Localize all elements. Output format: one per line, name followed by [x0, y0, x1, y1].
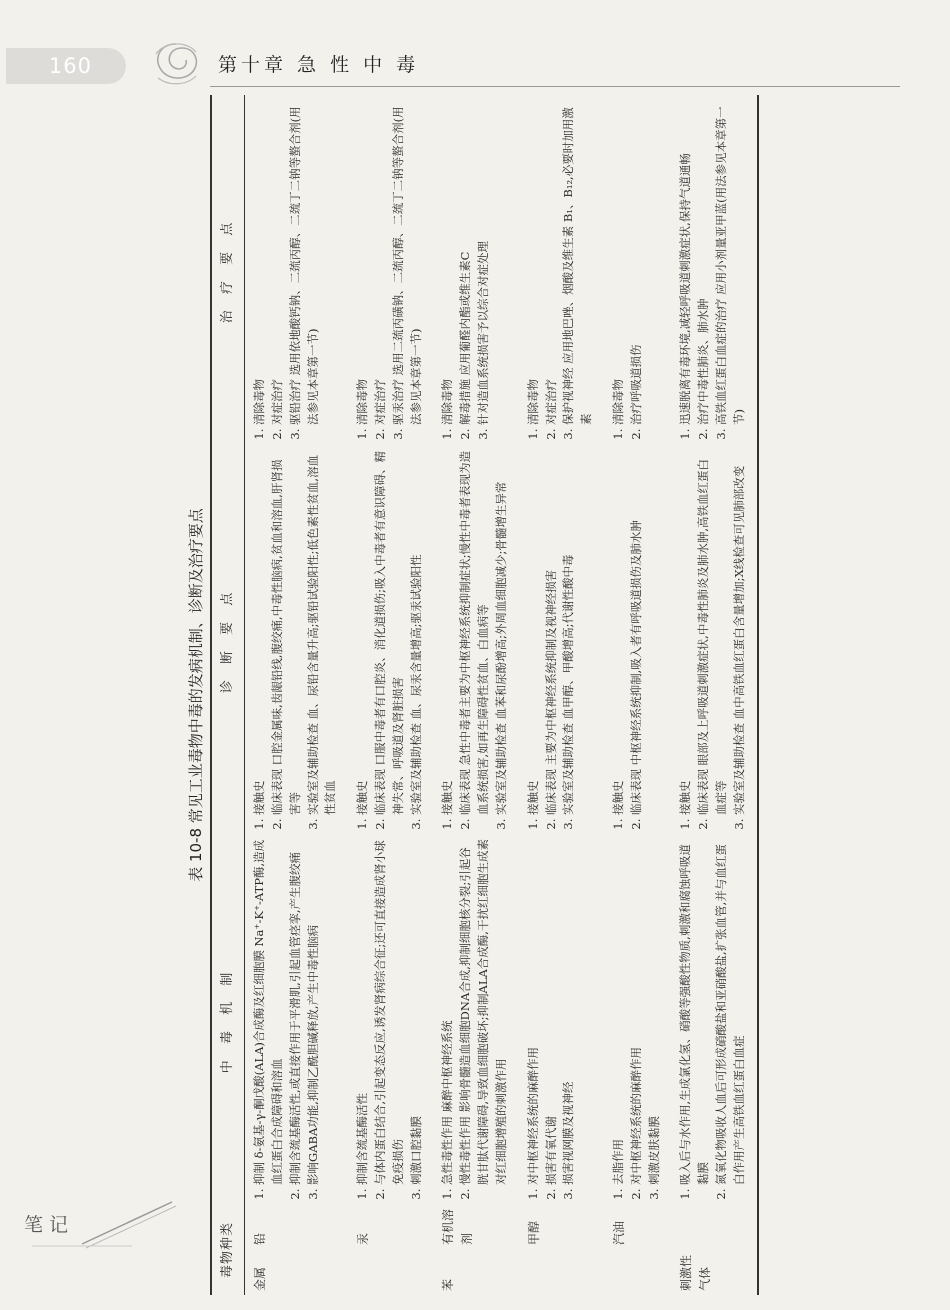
mechanism-item: 1. 对中枢神经系统的麻醉作用 — [525, 839, 543, 1185]
diagnosis-item: 1. 接触史 — [439, 449, 457, 815]
treatment-item: 2. 对症治疗 — [372, 99, 390, 425]
header-diagnosis: 诊 断 要 点 — [211, 445, 245, 835]
cell-treatment — [604, 95, 671, 445]
treatment-item: 3. 高铁血红蛋白血症的治疗 应用小剂量亚甲蓝(用法参见本章第一节) — [713, 99, 749, 425]
treatment-item: 3. 驱铅治疗 选用依地酸钙钠、二巯丙醇、二巯丁二钠等螯合剂(用法参见本章第一节) — [287, 99, 323, 425]
diagnosis-list — [354, 449, 425, 831]
cell-mechanism — [604, 835, 671, 1205]
diagnosis-item: 2. 临床表现 眼部及上呼吸道刺激症状,中毒性肺炎及肺水肿,高铁血红蛋白血症等 — [695, 449, 731, 815]
cell-mechanism — [671, 835, 757, 1205]
cell-treatment — [433, 95, 518, 445]
cell-diagnosis — [671, 445, 757, 835]
table-header-row — [211, 95, 245, 1295]
treatment-item: 1. 迅速脱离有毒环境,减轻呼吸道刺激症状,保持气道通畅 — [677, 99, 695, 425]
cell-mechanism — [245, 835, 349, 1205]
diagnosis-item: 1. 接触史 — [251, 449, 269, 815]
diagnosis-item: 3. 实验室及辅助检查 血、尿汞含量增高;驱汞试验阳性 — [408, 449, 426, 815]
mechanism-item: 2. 氮氧化物吸收人血后可形成硝酸盐和亚硝酸盐,扩张血管,并与血红蛋白作用产生高铁血红蛋白血症 — [713, 839, 749, 1185]
cell-diagnosis — [519, 445, 604, 835]
diagnosis-item: 1. 接触史 — [610, 449, 628, 815]
mechanism-item: 1. 吸入后与水作用,生成氯化氢、硝酸等强酸性物质,刺激和腐蚀呼吸道黏膜 — [677, 839, 713, 1185]
mechanism-item: 2. 慢性毒性作用 影响骨髓造血细胞DNA合成,抑制细胞核分裂;引起谷胱甘肽代谢障碍,导致血细胞破坏;抑制ALA合成酶,干扰红细胞生成素对红细胞增殖的刺激作用 — [457, 839, 510, 1185]
header-treatment: 治 疗 要 点 — [211, 95, 245, 445]
mechanism-list — [525, 839, 578, 1201]
mechanism-item: 2. 抑制含巯基酶活性,或直接作用于平滑肌,引起血管痉挛,产生腹绞痛 — [287, 839, 305, 1185]
cell-diagnosis — [348, 445, 433, 835]
mechanism-item: 3. 损害视网膜及视神经 — [560, 839, 578, 1185]
cell-toxin-name — [671, 1205, 757, 1249]
mechanism-item: 2. 对中枢神经系统的麻醉作用 — [628, 839, 646, 1185]
mechanism-item: 1. 抑制含巯基酶活性 — [354, 839, 372, 1185]
diagnosis-item: 2. 临床表现 口腔金属味,齿龈铅线,腹绞痛,中毒性脑病,贫血和溶血,肝肾损害等 — [269, 449, 305, 815]
diagnosis-item: 3. 实验室及辅助检查 血甲醇、甲酸增高;代谢性酸中毒 — [560, 449, 578, 815]
diagnosis-item: 2. 临床表现 中枢神经系统抑制,吸入者有呼吸道损伤及肺水肿 — [628, 449, 646, 815]
diagnosis-item: 2. 临床表现 主要为中枢神经系统抑制及视神经损害 — [543, 449, 561, 815]
diagnosis-list — [677, 449, 748, 831]
diagnosis-item: 2. 临床表现 口服中毒者有口腔炎、消化道损伤;吸入中毒者有意识障碍、精神失常、呼吸道及肾脏损害 — [372, 449, 408, 815]
treatment-item: 2. 治疗呼吸道损伤 — [628, 99, 646, 425]
cell-diagnosis — [245, 445, 349, 835]
cell-mechanism — [433, 835, 518, 1205]
table-row — [348, 95, 433, 1295]
chapter-swirl-icon — [150, 38, 202, 88]
table-row — [604, 95, 671, 1295]
table-container — [180, 95, 910, 1295]
treatment-item: 3. 保护视神经 应用地巴唑、烟酸及维生素 B₁、B₁₂,必要时加用激素 — [560, 99, 596, 425]
cell-mechanism — [348, 835, 433, 1205]
diagnosis-item: 3. 实验室及辅助检查 血、尿铅含量升高;驱铅试验阳性;低色素性贫血,溶血性贫血 — [305, 449, 341, 815]
cell-mechanism — [519, 835, 604, 1205]
cell-category: 金属 — [253, 1266, 268, 1291]
diagnosis-item: 1. 接触史 — [354, 449, 372, 815]
cell-treatment — [245, 95, 349, 445]
treatment-item: 2. 对症治疗 — [543, 99, 561, 425]
treatment-item: 1. 清除毒物 — [439, 99, 457, 425]
header-category: 毒物种类 — [211, 1205, 245, 1295]
mechanism-item: 3. 影响GABA功能,抑制乙酰胆碱释放,产生中毒性脑病 — [305, 839, 323, 1185]
cell-toxin-name: 甲醇 — [526, 1220, 541, 1245]
treatment-list — [610, 99, 646, 441]
diagnosis-item: 2. 临床表现 急性中毒者主要为中枢神经系统抑制症状;慢性中毒者表现为造血系统损害,如再生障碍性贫血、白血病等 — [457, 449, 493, 815]
diagnosis-item: 1. 接触史 — [677, 449, 695, 815]
notes-label: 笔 记 — [24, 1214, 69, 1236]
treatment-list — [354, 99, 425, 441]
cell-diagnosis — [433, 445, 518, 835]
mechanism-item: 2. 与体内蛋白结合,引起变态反应,诱发肾病综合征;还可直接造成肾小球免疫损伤 — [372, 839, 408, 1185]
cell-category — [604, 1249, 671, 1295]
cell-treatment — [671, 95, 757, 445]
treatment-item: 2. 解毒措施 应用葡醛内酯或维生素C — [457, 99, 475, 425]
treatment-list — [439, 99, 492, 441]
treatment-item: 1. 清除毒物 — [525, 99, 543, 425]
treatment-item: 3. 针对造血系统损害予以综合对症处理 — [475, 99, 493, 425]
mechanism-item: 1. 去脂作用 — [610, 839, 628, 1185]
mechanism-list — [439, 839, 510, 1201]
mechanism-item: 1. 抑制 δ-氨基-γ-酮戊酸(ALA)合成酶及红细胞膜 Na⁺-K⁺-ATP酶,造成血红蛋白合成障碍和溶血 — [251, 839, 287, 1185]
pen-icon — [12, 1196, 192, 1256]
diagnosis-item: 3. 实验室及辅助检查 血苯和尿酚增高;外周血细胞减少;骨髓增生异常 — [493, 449, 511, 815]
rotated-table-area — [180, 95, 910, 1295]
diagnosis-item: 1. 接触史 — [525, 449, 543, 815]
diagnosis-list — [251, 449, 340, 831]
cell-category — [348, 1249, 433, 1295]
treatment-item: 1. 清除毒物 — [251, 99, 269, 425]
treatment-item: 1. 清除毒物 — [610, 99, 628, 425]
mechanism-list — [677, 839, 748, 1201]
mechanism-list — [354, 839, 425, 1201]
treatment-list — [251, 99, 322, 441]
diagnosis-list — [525, 449, 578, 831]
treatment-item: 2. 对症治疗 — [269, 99, 287, 425]
table-row — [245, 95, 349, 1295]
cell-category: 刺激性气体 — [671, 1249, 757, 1295]
header-mechanism: 中 毒 机 制 — [211, 835, 245, 1205]
treatment-item: 1. 清除毒物 — [354, 99, 372, 425]
cell-toxin-name: 汽油 — [611, 1220, 626, 1245]
page-number: 160 — [6, 48, 126, 84]
mechanism-item: 3. 刺激口腔黏膜 — [408, 839, 426, 1185]
treatment-list — [677, 99, 748, 441]
cell-toxin-name: 有机溶剂 — [441, 1208, 475, 1245]
table-row — [519, 95, 604, 1295]
mechanism-item: 2. 损害有氧代谢 — [543, 839, 561, 1185]
poison-table — [210, 95, 759, 1295]
table-row — [433, 95, 518, 1295]
header-rule — [210, 86, 900, 87]
table-caption: 表 10-8 常见工业毒物中毒的发病机制、诊断及治疗要点 — [186, 508, 205, 882]
notes-area — [12, 1196, 192, 1256]
mechanism-item: 1. 急性毒性作用 麻醉中枢神经系统 — [439, 839, 457, 1185]
cell-treatment — [519, 95, 604, 445]
chapter-title: 第十章 急 性 中 毒 — [218, 54, 420, 76]
treatment-item: 2. 治疗中毒性肺炎、肺水肿 — [695, 99, 713, 425]
cell-category — [519, 1249, 604, 1295]
treatment-item: 3. 驱汞治疗 选用二巯丙磺钠、二巯丙醇、二巯丁二钠等螯合剂(用法参见本章第一节) — [390, 99, 426, 425]
cell-diagnosis — [604, 445, 671, 835]
table-row — [671, 95, 757, 1295]
diagnosis-list — [439, 449, 510, 831]
diagnosis-list — [610, 449, 646, 831]
treatment-list — [525, 99, 596, 441]
cell-category: 苯 — [441, 1278, 456, 1291]
table-body — [245, 95, 758, 1295]
mechanism-item: 3. 刺激皮肤黏膜 — [646, 839, 664, 1185]
mechanism-list — [251, 839, 322, 1201]
mechanism-list — [610, 839, 663, 1201]
diagnosis-item: 3. 实验室及辅助检查 血中高铁血红蛋白含量增加;X线检查可见肺部改变 — [731, 449, 749, 815]
cell-toxin-name: 汞 — [356, 1232, 371, 1245]
cell-treatment — [348, 95, 433, 445]
cell-toxin-name: 铅 — [253, 1232, 268, 1245]
